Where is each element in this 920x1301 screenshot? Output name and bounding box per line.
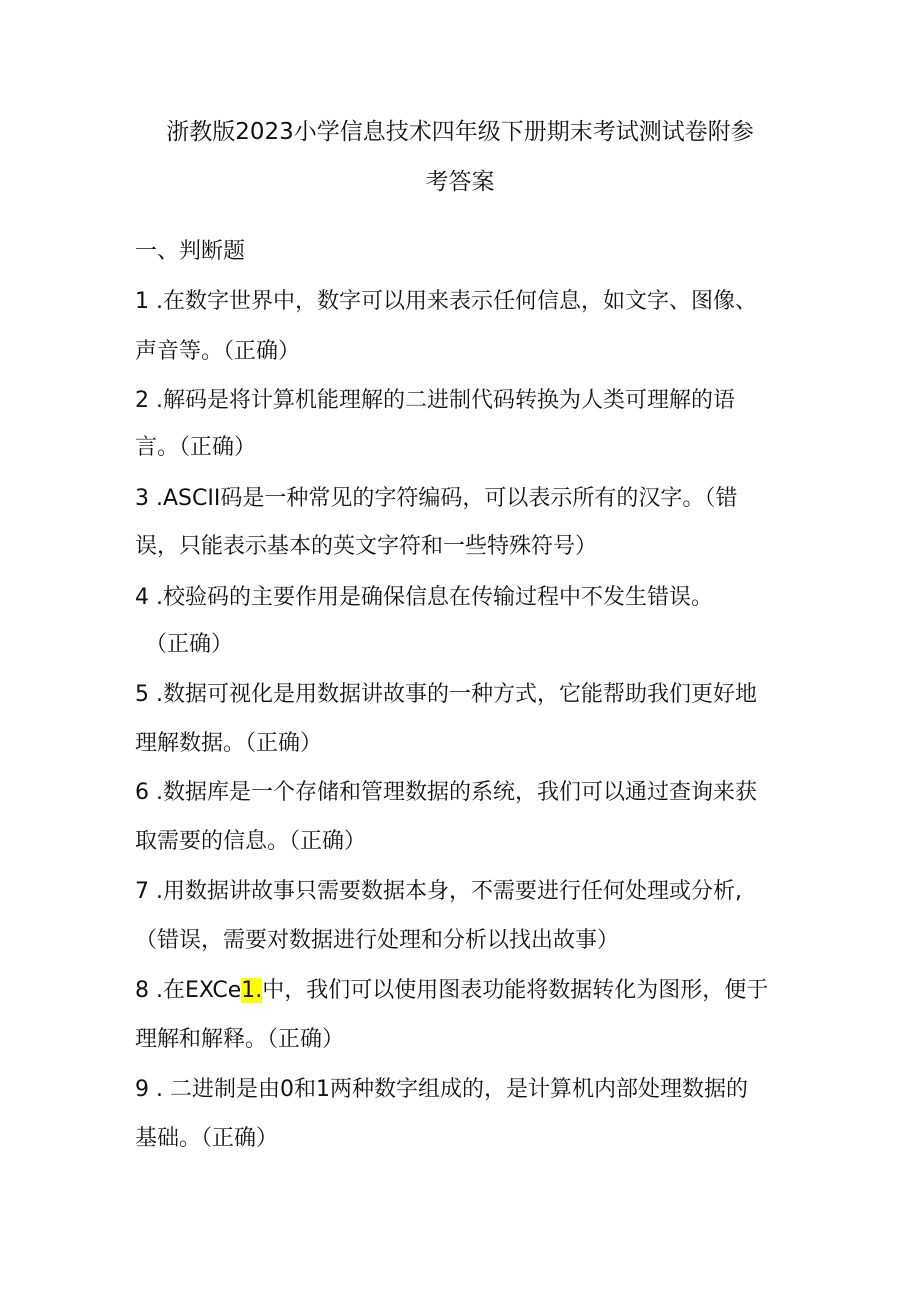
question-9-line-1: 9 . 二进制是由0和1两种数字组成的，是计算机内部处理数据的 bbox=[135, 1077, 748, 1102]
question-8-text-suffix: 中，我们可以使用图表功能将数据转化为图形，便于 bbox=[262, 978, 769, 1003]
question-8-line-1 bbox=[135, 976, 768, 1006]
question-1-line-1: 1 .在数字世界中，数字可以用来表示任何信息，如文字、图像、 bbox=[135, 289, 757, 314]
question-1-line-2: 声音等。（正确） bbox=[135, 339, 301, 364]
document-title-line-2: 考答案 bbox=[425, 169, 495, 195]
question-7-line-2: （错误，需要对数据进行处理和分析以找出故事） bbox=[135, 928, 620, 953]
question-3-line-2: 误，只能表示基本的英文字符和一些特殊符号） bbox=[135, 534, 598, 559]
question-3-line-1: 3 .ASCII码是一种常见的字符编码，可以表示所有的汉字。（错 bbox=[135, 486, 738, 511]
question-2-line-1: 2 .解码是将计算机能理解的二进制代码转换为人类可理解的语 bbox=[135, 388, 735, 413]
document-title-line-1: 浙教版2023小学信息技术四年级下册期末考试测试卷附参 bbox=[166, 119, 754, 145]
question-8-text-prefix: 8 .在EXCe bbox=[135, 978, 242, 1003]
question-5-line-1: 5 .数据可视化是用数据讲故事的一种方式，它能帮助我们更好地 bbox=[135, 682, 757, 707]
question-4-line-2: （正确） bbox=[145, 632, 234, 657]
section-heading: 一、判断题 bbox=[135, 239, 246, 264]
question-5-line-2: 理解数据。（正确） bbox=[135, 731, 323, 756]
question-8-highlighted-text: 1. bbox=[241, 978, 263, 1003]
question-9-line-2: 基础。（正确） bbox=[135, 1126, 279, 1151]
question-6-line-2: 取需要的信息。（正确） bbox=[135, 829, 367, 854]
question-8-line-2: 理解和解释。（正确） bbox=[135, 1027, 345, 1052]
question-7-line-1: 7 .用数据讲故事只需要数据本身，不需要进行任何处理或分析, bbox=[135, 879, 742, 904]
question-4-line-1: 4 .校验码的主要作用是确保信息在传输过程中不发生错误。 bbox=[135, 585, 713, 610]
question-6-line-1: 6 .数据库是一个存储和管理数据的系统，我们可以通过查询来获 bbox=[135, 780, 757, 805]
question-2-line-2: 言。（正确） bbox=[135, 435, 257, 460]
